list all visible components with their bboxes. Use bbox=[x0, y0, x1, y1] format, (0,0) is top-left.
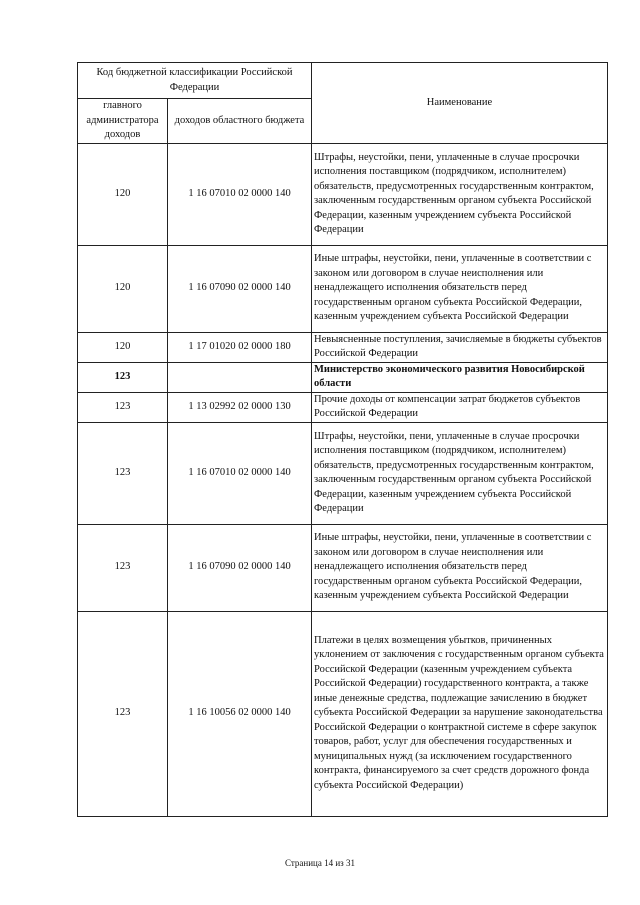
header-admin-code: главного администратора доходов bbox=[78, 99, 168, 144]
page-footer: Страница 14 из 31 bbox=[285, 858, 355, 868]
cell-admin-code: 123 bbox=[78, 611, 168, 816]
cell-income-code: 1 16 07010 02 0000 140 bbox=[168, 422, 312, 524]
cell-income-code: 1 17 01020 02 0000 180 bbox=[168, 332, 312, 362]
cell-admin-code: 120 bbox=[78, 245, 168, 332]
cell-admin-code: 123 bbox=[78, 422, 168, 524]
cell-name: Штрафы, неустойки, пени, уплаченные в случае просрочки исполнения поставщиком (подрядчиком, исполнителем) обязательств, предусмотренных государственным контрактом, заключенным государственным органом субъекта Российской Федерации, казенным учреждением субъекта Российской Федерации bbox=[312, 422, 608, 524]
cell-name: Невыясненные поступления, зачисляемые в бюджеты субъектов Российской Федерации bbox=[312, 332, 608, 362]
cell-name: Платежи в целях возмещения убытков, причиненных уклонением от заключения с государственным органом субъекта Российской Федерации (казенным учреждением субъекта Российской Федерации) государственного контракта, а также иные денежные средства, подлежащие зачислению в бюджет субъекта Российской Федерации за нарушение законодательства Российской Федерации о контрактной системе в сфере закупок товаров, работ, услуг для обеспечения государственных и муниципальных нужд (за исключением государственного контракта, финансируемого за счет средств дорожного фонда субъекта Российской Федерации) bbox=[312, 611, 608, 816]
cell-admin-code: 123 bbox=[78, 524, 168, 611]
table-row bbox=[78, 524, 608, 611]
cell-income-code: 1 16 07010 02 0000 140 bbox=[168, 143, 312, 245]
header-name: Наименование bbox=[312, 63, 608, 144]
cell-income-code: 1 16 07090 02 0000 140 bbox=[168, 524, 312, 611]
table-row bbox=[78, 143, 608, 245]
header-code-group: Код бюджетной классификации Российской Федерации bbox=[78, 63, 312, 99]
budget-classification-table bbox=[77, 62, 608, 817]
cell-admin-code: 120 bbox=[78, 143, 168, 245]
table-row bbox=[78, 362, 608, 392]
cell-name: Министерство экономического развития Новосибирской области bbox=[312, 362, 608, 392]
table-row bbox=[78, 332, 608, 362]
cell-income-code: 1 13 02992 02 0000 130 bbox=[168, 392, 312, 422]
table-row bbox=[78, 422, 608, 524]
cell-admin-code: 123 bbox=[78, 362, 168, 392]
table-row bbox=[78, 245, 608, 332]
table-row bbox=[78, 392, 608, 422]
header-income-code: доходов областного бюджета bbox=[168, 99, 312, 144]
cell-income-code: 1 16 10056 02 0000 140 bbox=[168, 611, 312, 816]
cell-admin-code: 123 bbox=[78, 392, 168, 422]
cell-name: Иные штрафы, неустойки, пени, уплаченные в соответствии с законом или договором в случае неисполнения или ненадлежащего исполнения обязательств перед государственным органом субъекта Российской Федерации, казенным учреждением субъекта Российской Федерации bbox=[312, 524, 608, 611]
cell-income-code: 1 16 07090 02 0000 140 bbox=[168, 245, 312, 332]
table-row bbox=[78, 611, 608, 816]
cell-admin-code: 120 bbox=[78, 332, 168, 362]
cell-name: Штрафы, неустойки, пени, уплаченные в случае просрочки исполнения поставщиком (подрядчиком, исполнителем) обязательств, предусмотренных государственным контрактом, заключенным государственным органом субъекта Российской Федерации, казенным учреждением субъекта Российской Федерации bbox=[312, 143, 608, 245]
cell-name: Иные штрафы, неустойки, пени, уплаченные в соответствии с законом или договором в случае неисполнения или ненадлежащего исполнения обязательств перед государственным органом субъекта Российской Федерации, казенным учреждением субъекта Российской Федерации bbox=[312, 245, 608, 332]
cell-income-code bbox=[168, 362, 312, 392]
cell-name: Прочие доходы от компенсации затрат бюджетов субъектов Российской Федерации bbox=[312, 392, 608, 422]
